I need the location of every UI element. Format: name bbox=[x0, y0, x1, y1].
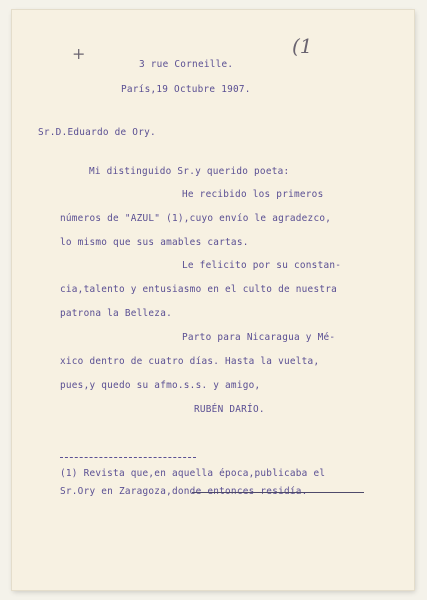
body-line: Le felicito por su constan- bbox=[182, 260, 342, 271]
sender-address: 3 rue Corneille. bbox=[139, 59, 234, 70]
body-line: xico dentro de cuatro días. Hasta la vuelta, bbox=[60, 356, 320, 367]
signature: RUBÉN DARÍO. bbox=[194, 404, 265, 415]
body-line: patrona la Belleza. bbox=[60, 308, 172, 319]
body-line: He recibido los primeros bbox=[182, 189, 324, 200]
body-line: cia,talento y entusiasmo en el culto de nuestra bbox=[60, 284, 338, 295]
place-date: París,19 Octubre 1907. bbox=[121, 84, 251, 95]
letter-page bbox=[12, 10, 414, 590]
greeting: Mi distinguido Sr.y querido poeta: bbox=[89, 166, 290, 177]
body-line: Parto para Nicaragua y Mé- bbox=[182, 332, 336, 343]
handwritten-mark: + bbox=[72, 44, 86, 63]
footnote-divider bbox=[60, 457, 196, 458]
body-line: lo mismo que sus amables cartas. bbox=[60, 237, 249, 248]
body-line: números de "AZUL" (1),cuyo envío le agradezco, bbox=[60, 213, 332, 224]
page-number: (1 bbox=[292, 34, 313, 58]
footnote-line: (1) Revista que,en aquella época,publicaba el bbox=[60, 468, 326, 479]
body-line: pues,y quedo su afmo.s.s. y amigo, bbox=[60, 380, 261, 391]
footnote-line: Sr.Ory en Zaragoza,donde entonces residía. bbox=[60, 486, 308, 497]
recipient-line: Sr.D.Eduardo de Ory. bbox=[38, 127, 156, 138]
strikethrough-mark bbox=[192, 492, 364, 493]
